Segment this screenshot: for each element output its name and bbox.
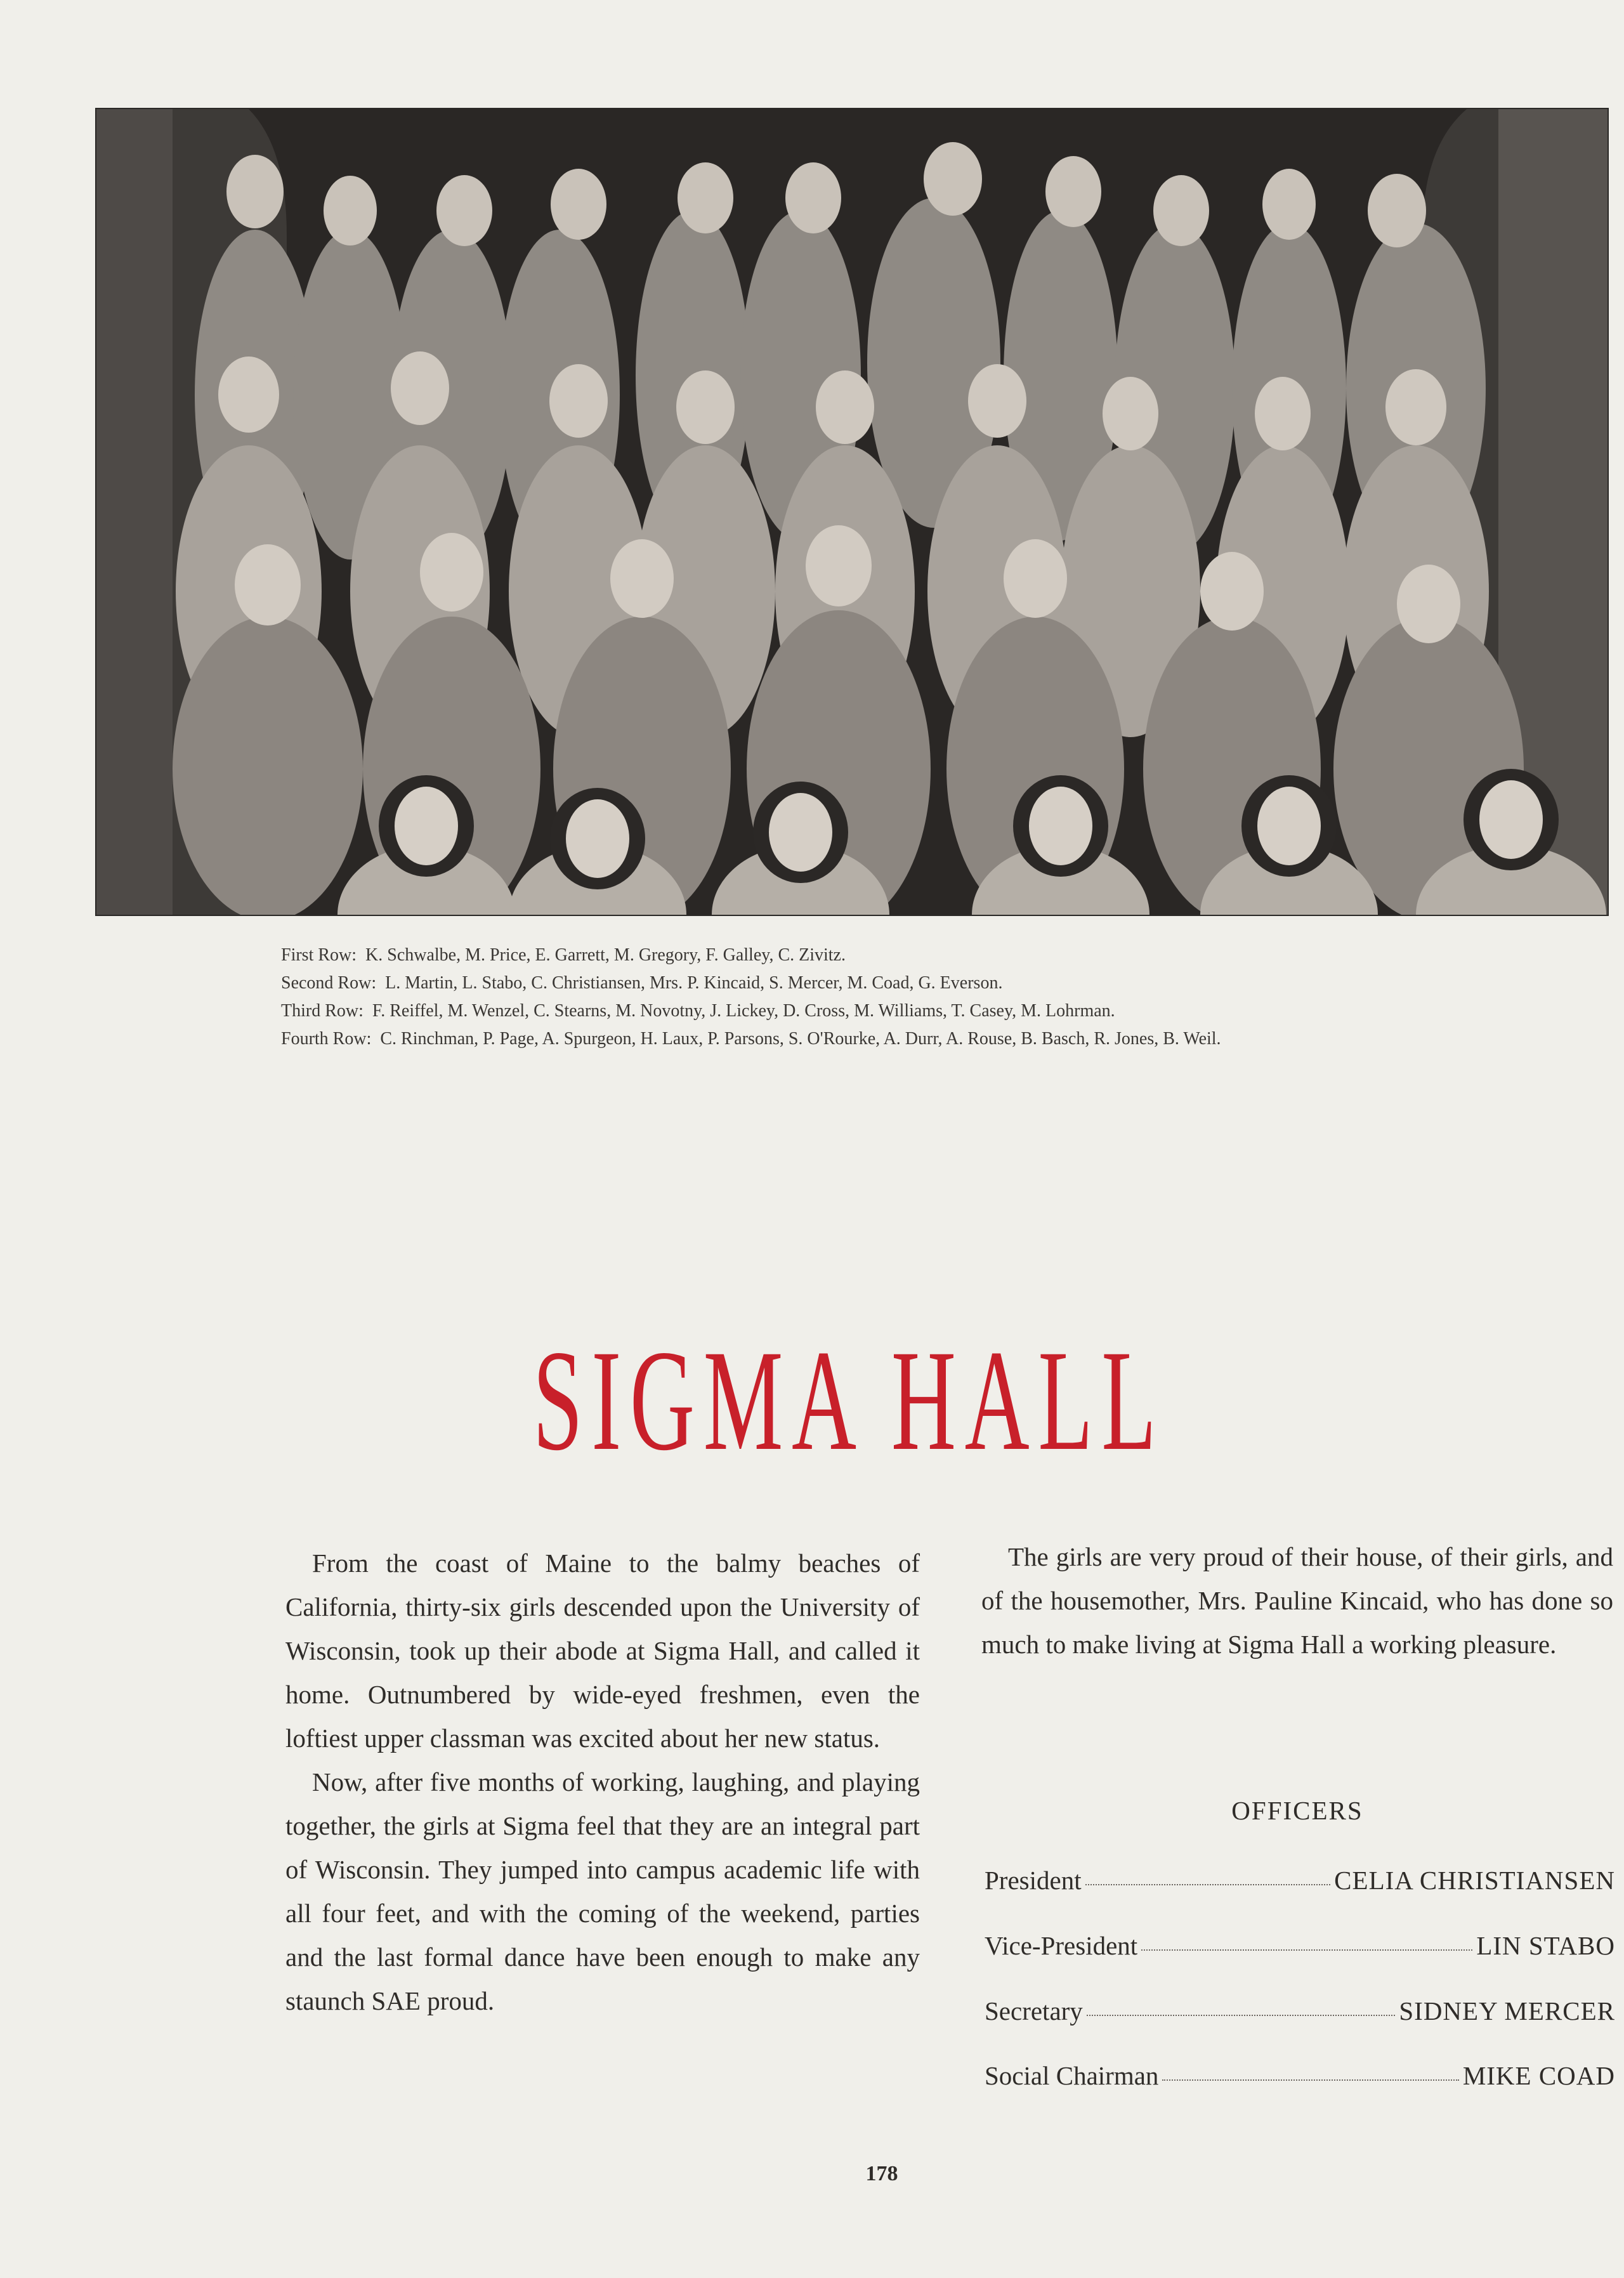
body-right-column	[981, 1535, 1613, 1666]
dot-leader	[1141, 1949, 1472, 1951]
officer-name: SIDNEY MERCER	[1399, 1996, 1615, 2026]
officer-name: LIN STABO	[1476, 1931, 1615, 1960]
caption-third-row	[281, 997, 1588, 1025]
caption-row-label: First Row:	[281, 945, 357, 965]
caption-row-names: F. Reiffel, M. Wenzel, C. Stearns, M. Novotny, J. Lickey, D. Cross, M. Williams, T. Casey, M. Lohrman.	[372, 1001, 1115, 1021]
caption-row-label: Third Row:	[281, 1001, 363, 1021]
caption-row-names: L. Martin, L. Stabo, C. Christiansen, Mrs. P. Kincaid, S. Mercer, M. Coad, G. Everson.	[385, 973, 1003, 993]
caption-second-row	[281, 969, 1588, 997]
caption-row-label: Fourth Row:	[281, 1029, 372, 1049]
body-paragraph: Now, after five months of working, laughing, and playing together, the girls at Sigma feel that they are an integral part of Wisconsin. They jumped into campus academic life with all four feet, and with the coming of the weekend, parties and the last formal dance have been enough to make any staunch SAE proud.	[285, 1767, 920, 2015]
officer-row-social-chairman	[985, 2060, 1615, 2091]
caption-row-label: Second Row:	[281, 973, 377, 993]
caption-row-names: K. Schwalbe, M. Price, E. Garrett, M. Gregory, F. Galley, C. Zivitz.	[365, 945, 846, 965]
group-photo-illustration	[96, 109, 1608, 915]
officer-role: Vice-President	[985, 1931, 1138, 1960]
officer-role: Secretary	[985, 1996, 1083, 2026]
photo-caption	[281, 941, 1588, 1053]
officer-row-president	[985, 1865, 1615, 1895]
dot-leader	[1085, 1884, 1331, 1885]
body-left-column	[285, 1542, 920, 2023]
officer-role: President	[985, 1866, 1082, 1895]
group-photo	[95, 108, 1609, 916]
officer-row-secretary	[985, 1996, 1615, 2026]
officer-name: MIKE COAD	[1462, 2061, 1615, 2090]
officer-role: Social Chairman	[985, 2061, 1159, 2090]
body-paragraph: The girls are very proud of their house, of their girls, and of the housemother, Mrs. Pauline Kincaid, who has done so much to make living at Sigma Hall a working pleasure.	[981, 1542, 1613, 1659]
officers-heading: OFFICERS	[1231, 1796, 1363, 1825]
body-paragraph: From the coast of Maine to the balmy beaches of California, thirty-six girls descended upon the University of Wisconsin, took up their abode at Sigma Hall, and called it home. Outnumbered by wide-eyed freshmen, even the loftiest upper classman was excited about her new status.	[285, 1548, 920, 1753]
page-number: 178	[865, 2162, 898, 2185]
caption-fourth-row	[281, 1025, 1588, 1053]
caption-first-row	[281, 941, 1588, 969]
dot-leader	[1162, 2079, 1458, 2081]
dot-leader	[1087, 2015, 1396, 2016]
officer-name: CELIA CHRISTIANSEN	[1334, 1866, 1615, 1895]
officer-row-vice-president	[985, 1930, 1615, 1961]
caption-row-names: C. Rinchman, P. Page, A. Spurgeon, H. Laux, P. Parsons, S. O'Rourke, A. Durr, A. Rouse, B. Basch, R. Jones, B. Weil.	[380, 1029, 1221, 1049]
page-title: SIGMA HALL	[533, 1320, 1165, 1481]
